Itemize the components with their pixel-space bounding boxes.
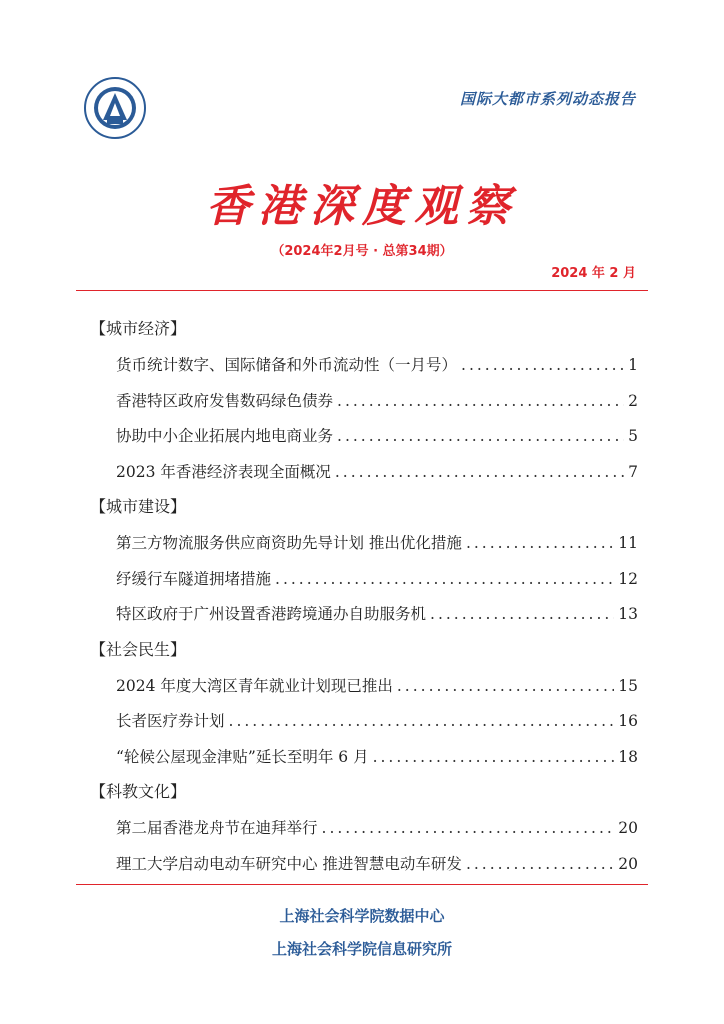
- toc-entry-page: 20: [618, 854, 638, 873]
- toc-entry-page: 2: [628, 391, 638, 410]
- section-heading: 【社会民生】: [90, 639, 187, 659]
- dot-leader: [275, 564, 614, 594]
- publisher-information-institute: 上海社会科学院信息研究所: [271, 940, 452, 958]
- toc-entry-title: 2023 年香港经济表现全面概况: [116, 462, 331, 481]
- toc-entry[interactable]: [90, 706, 638, 742]
- dot-leader: [335, 457, 624, 487]
- publication-date: 2024 年 2 月: [551, 266, 636, 281]
- document-title: 香港深度观察: [206, 181, 518, 232]
- section-heading: 【城市经济】: [90, 319, 187, 338]
- toc-entry-page: 5: [628, 427, 638, 445]
- dot-leader: [430, 599, 614, 629]
- toc-entry-title: 香港特区政府发售数码绿色债券: [116, 391, 334, 410]
- dot-leader: [229, 706, 615, 736]
- dot-leader: [322, 813, 615, 843]
- dot-leader: [466, 849, 614, 879]
- toc-entry-title: 长者医疗券计划: [116, 712, 225, 730]
- issue-number: （2024年2月号 · 总第34期）: [271, 244, 453, 259]
- toc-entry-title: 2024 年度大湾区青年就业计划现已推出: [116, 676, 393, 695]
- toc-entry-page: 16: [618, 712, 638, 730]
- toc-entry-title: 协助中小企业拓展内地电商业务: [116, 427, 334, 445]
- toc-entry[interactable]: [90, 528, 638, 564]
- toc-entry-page: 11: [618, 534, 638, 552]
- dot-leader: [466, 528, 614, 558]
- toc-entry-title: 第二届香港龙舟节在迪拜举行: [116, 819, 318, 837]
- toc-entry[interactable]: [90, 849, 638, 885]
- section-heading: 【科教文化】: [90, 782, 187, 801]
- section-science-education-culture: [90, 779, 638, 884]
- toc-entry[interactable]: [90, 742, 638, 778]
- toc-entry[interactable]: [90, 671, 638, 707]
- toc-entry-title: 纾缓行车隧道拥堵措施: [116, 569, 272, 588]
- table-of-contents: [90, 314, 638, 884]
- dot-leader: [373, 742, 615, 772]
- toc-entry-title: 第三方物流服务供应商资助先导计划 推出优化措施: [116, 534, 462, 552]
- section-urban-construction: [90, 494, 638, 635]
- toc-entry[interactable]: [90, 457, 638, 493]
- dot-leader: [461, 350, 624, 380]
- toc-entry[interactable]: [90, 813, 638, 849]
- toc-entry-page: 7: [628, 462, 638, 481]
- toc-entry-title: “轮候公屋现金津贴”延长至明年 6 月: [116, 747, 369, 766]
- publisher-data-center: 上海社会科学院数据中心: [279, 907, 445, 925]
- dot-leader: [337, 421, 624, 451]
- toc-entry-page: 12: [618, 569, 638, 588]
- report-series-title: 国际大都市系列动态报告: [459, 90, 636, 108]
- toc-entry-page: 13: [618, 605, 638, 623]
- toc-entry-title: 理工大学启动电动车研究中心 推进智慧电动车研发: [116, 854, 462, 873]
- toc-entry-page: 20: [618, 819, 638, 837]
- toc-entry[interactable]: [90, 564, 638, 600]
- toc-entry[interactable]: [90, 386, 638, 422]
- toc-entry[interactable]: [90, 421, 638, 457]
- section-heading: 【城市建设】: [90, 497, 187, 516]
- toc-entry-title: 特区政府于广州设置香港跨境通办自助服务机: [116, 605, 427, 623]
- toc-entry-page: 18: [618, 747, 638, 766]
- bottom-divider: [76, 884, 648, 885]
- toc-entry-page: 15: [618, 676, 638, 695]
- dot-leader: [397, 671, 614, 701]
- toc-entry[interactable]: [90, 599, 638, 635]
- section-social-livelihood: [90, 637, 638, 778]
- toc-entry-page: 1: [628, 356, 638, 374]
- academy-logo: [83, 76, 147, 140]
- section-urban-economy: [90, 316, 638, 492]
- toc-entry-title: 货币统计数字、国际储备和外币流动性（一月号）: [116, 356, 458, 374]
- toc-entry[interactable]: [90, 350, 638, 386]
- top-divider: [76, 290, 648, 291]
- dot-leader: [337, 386, 624, 416]
